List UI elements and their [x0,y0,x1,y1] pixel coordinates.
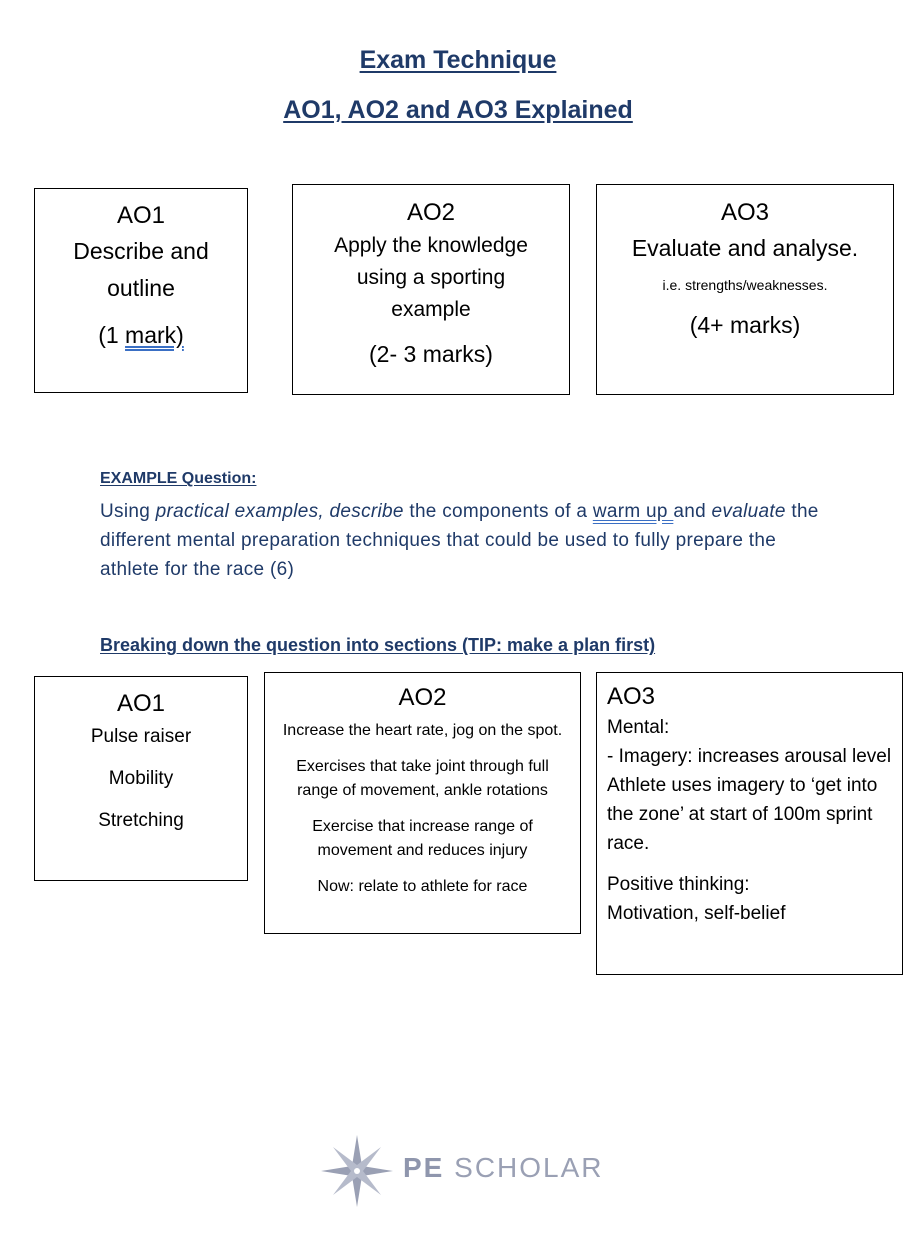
ao2-line2: using a sporting [356,266,506,289]
ao3-marks: (4+ marks) [689,311,801,338]
ao2-line3: example [391,298,471,321]
ao3-note: i.e. strengths/weaknesses. [662,276,828,293]
q-part2: the components of a [403,501,593,522]
ao1-plan-item: Pulse raiser [90,726,192,747]
ao2-marks: (2- 3 marks) [369,341,493,367]
logo-bold: PE [403,1152,445,1183]
q-italic1: practical examples, describe [155,501,404,522]
example-label: EXAMPLE Question: [100,470,257,487]
q-part1: Using [100,501,156,522]
logo-wordmark [403,1152,604,1184]
q-part3: and [673,501,712,522]
ao1-line2: outline [107,274,175,301]
ao2-plan-box [264,672,581,934]
ao1-heading: AO1 [116,202,166,229]
ao3-positive-text: Motivation, self-belief [607,903,786,924]
ao3-box [596,184,894,395]
page-subtitle: AO1, AO2 and AO3 Explained [283,96,633,124]
ao3-mental-label: Mental: [607,717,670,738]
ao3-plan-box [596,672,903,975]
ao2-line1: Apply the knowledge [334,234,528,257]
ao2-heading: AO2 [406,199,456,226]
ao1-marks [35,321,247,350]
ao2-plan-p3: Exercise that increase range of movement and reduces injury [312,818,533,859]
ao1-line1: Describe and [73,238,209,264]
ao3-plan-heading: AO3 [607,683,656,710]
ao1-plan-item: Mobility [108,767,174,789]
sections-label: Breaking down the question into sections (TIP: make a plan first) [100,635,656,655]
ao1-box [34,188,248,393]
ao1-marks-prefix: (1 [98,321,126,348]
ao1-plan-box [34,676,248,881]
page-title: Exam Technique [359,46,557,74]
q-underlined: warm up [592,501,674,522]
ao2-plan-p2: Exercises that take joint through full range of movement, ankle rotations [296,758,549,799]
ao2-plan-heading: AO2 [398,684,447,711]
ao1-marks-word: mark) [125,321,184,348]
example-question [100,497,820,584]
ao3-imagery-text: - Imagery: increases arousal level Athlete uses imagery to ‘get into the zone’ at start of 100m sprint race. [607,746,892,854]
ao2-box [292,184,570,395]
ao3-heading: AO3 [720,199,770,226]
q-italic2: evaluate [711,501,786,522]
ao1-plan-item: Stretching [98,809,184,831]
ao3-line1: Evaluate and analyse. [631,235,859,261]
ao1-plan-heading: AO1 [116,690,166,717]
q-part4: the different mental preparation techniques that could be used to fully prepare the athlete for the race (6) [100,501,819,580]
logo-rest: SCHOLAR [444,1152,604,1183]
ao2-plan-p1: Increase the heart rate, jog on the spot. [282,722,563,739]
ao2-plan-p4: Now: relate to athlete for race [317,878,528,895]
ao3-positive-label: Positive thinking: [607,874,750,895]
